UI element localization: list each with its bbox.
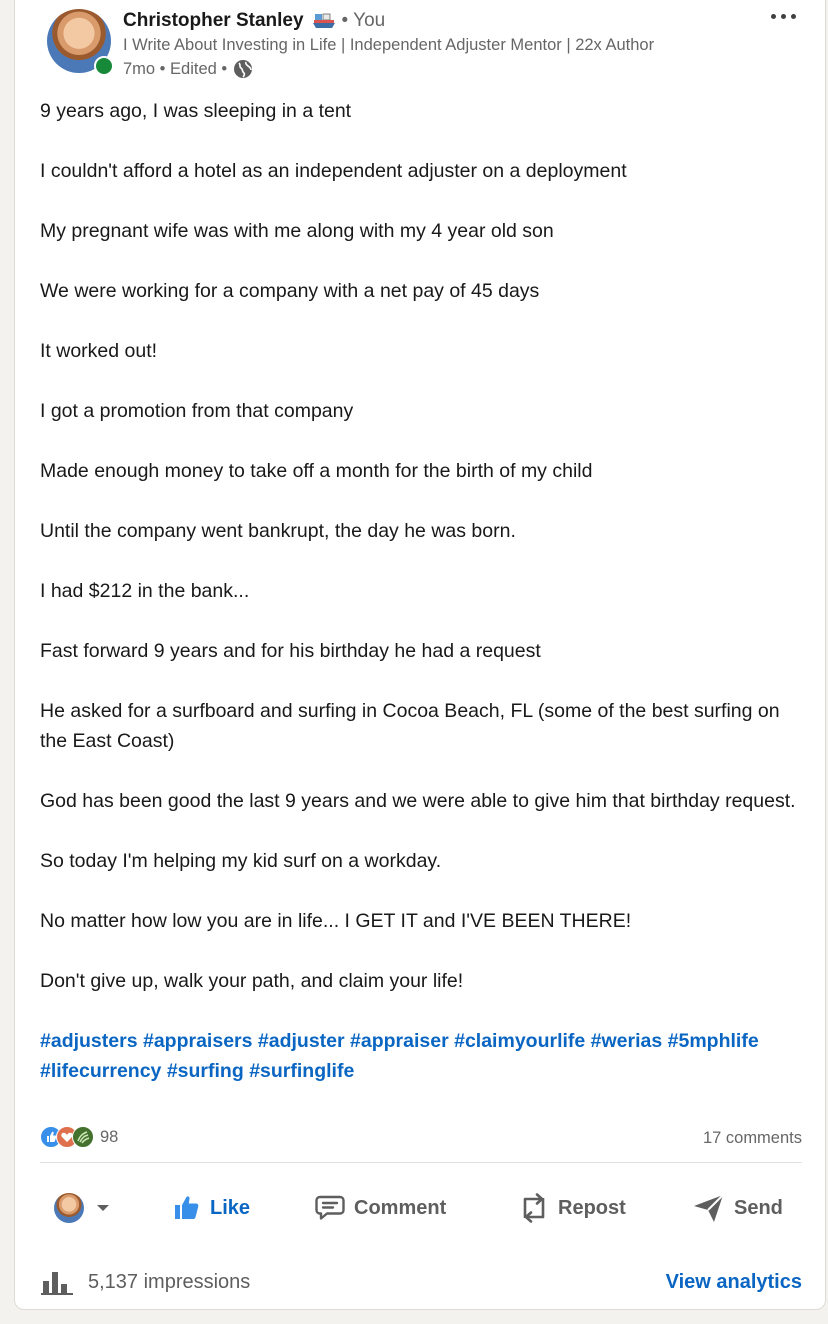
post-paragraph: Fast forward 9 years and for his birthday he had a request — [40, 640, 541, 662]
post-meta — [123, 59, 253, 79]
like-label: Like — [210, 1196, 251, 1219]
post-paragraph: I got a promotion from that company — [40, 400, 354, 422]
post-paragraph: We were working for a company with a net pay of 45 days — [40, 280, 540, 302]
repost-label: Repost — [558, 1196, 626, 1219]
post-paragraph: No matter how low you are in life... I GET IT and I'VE BEEN THERE! — [40, 910, 632, 932]
hashtag-link[interactable]: #claimyourlife — [454, 1030, 586, 1052]
bar-chart-icon — [40, 1268, 74, 1296]
post-paragraph: It worked out! — [40, 340, 158, 362]
post-paragraph: 9 years ago, I was sleeping in a tent — [40, 100, 352, 122]
post-paragraph: Until the company went bankrupt, the day he was born. — [40, 520, 516, 542]
caret-down-icon — [94, 1199, 112, 1217]
ship-emoji-icon — [312, 12, 336, 30]
repost-button[interactable] — [518, 1178, 626, 1238]
comment-label: Comment — [354, 1196, 447, 1219]
post-timestamp: 7mo • Edited • — [123, 59, 228, 78]
hashtag-link[interactable]: #surfinglife — [249, 1060, 355, 1082]
reactions-summary[interactable] — [40, 1126, 118, 1148]
post-paragraph: He asked for a surfboard and surfing in Cocoa Beach, FL (some of the best surfing on the East Coast) — [40, 700, 780, 752]
post-paragraph: Don't give up, walk your path, and claim your life! — [40, 970, 464, 992]
author-headline: I Write About Investing in Life | Independent Adjuster Mentor | 22x Author — [123, 36, 655, 54]
post-as-selector[interactable] — [54, 1178, 120, 1238]
author-avatar-wrap[interactable] — [47, 9, 111, 73]
comments-count-link[interactable]: 17 comments — [702, 1129, 802, 1147]
hashtag-link[interactable]: #appraiser — [350, 1030, 449, 1052]
comment-icon — [314, 1193, 346, 1223]
online-status-icon — [94, 56, 114, 76]
post-paragraph: So today I'm helping my kid surf on a workday. — [40, 850, 442, 872]
hashtag-link[interactable]: #appraisers — [142, 1030, 253, 1052]
hashtag-link[interactable]: #werias — [590, 1030, 663, 1052]
reaction-count: 98 — [100, 1127, 119, 1146]
view-analytics-link[interactable]: View analytics — [665, 1270, 802, 1293]
repost-icon — [518, 1191, 550, 1225]
you-label: • You — [341, 10, 386, 31]
post-header — [15, 0, 825, 90]
support-reaction-icon — [72, 1126, 94, 1148]
author-name[interactable]: Christopher Stanley — [123, 10, 304, 31]
author-line — [123, 8, 385, 34]
post-actions-bar — [40, 1178, 802, 1238]
send-icon — [692, 1192, 726, 1224]
social-counts — [40, 1126, 802, 1152]
hashtag-link[interactable]: #adjuster — [257, 1030, 345, 1052]
hashtag-link[interactable]: #adjusters — [40, 1030, 138, 1052]
hashtag-link[interactable]: #lifecurrency — [40, 1060, 162, 1082]
comment-button[interactable] — [314, 1178, 446, 1238]
post-paragraph: Made enough money to take off a month for the birth of my child — [40, 460, 593, 482]
actor-avatar — [54, 1193, 84, 1223]
post-paragraph: I couldn't afford a hotel as an independent adjuster on a deployment — [40, 160, 627, 182]
post-paragraph: God has been good the last 9 years and we were able to give him that birthday request. — [40, 790, 796, 812]
impressions-link[interactable] — [40, 1264, 250, 1300]
post-card — [14, 0, 826, 1310]
post-paragraph: My pregnant wife was with me along with my 4 year old son — [40, 220, 554, 242]
send-button[interactable] — [692, 1178, 783, 1238]
send-label: Send — [734, 1196, 783, 1219]
impressions-count: 5,137 impressions — [88, 1270, 251, 1293]
globe-icon — [233, 59, 253, 79]
post-analytics-footer — [40, 1264, 802, 1300]
divider — [40, 1162, 802, 1163]
more-options-icon[interactable] — [763, 6, 803, 26]
hashtag-link[interactable]: #5mphlife — [667, 1030, 759, 1052]
post-paragraph: I had $212 in the bank... — [40, 580, 250, 602]
like-button[interactable] — [172, 1178, 250, 1238]
hashtag-list — [40, 1026, 805, 1086]
post-body — [40, 96, 805, 1086]
thumbs-up-icon — [172, 1193, 202, 1223]
hashtag-link[interactable]: #surfing — [166, 1060, 244, 1082]
